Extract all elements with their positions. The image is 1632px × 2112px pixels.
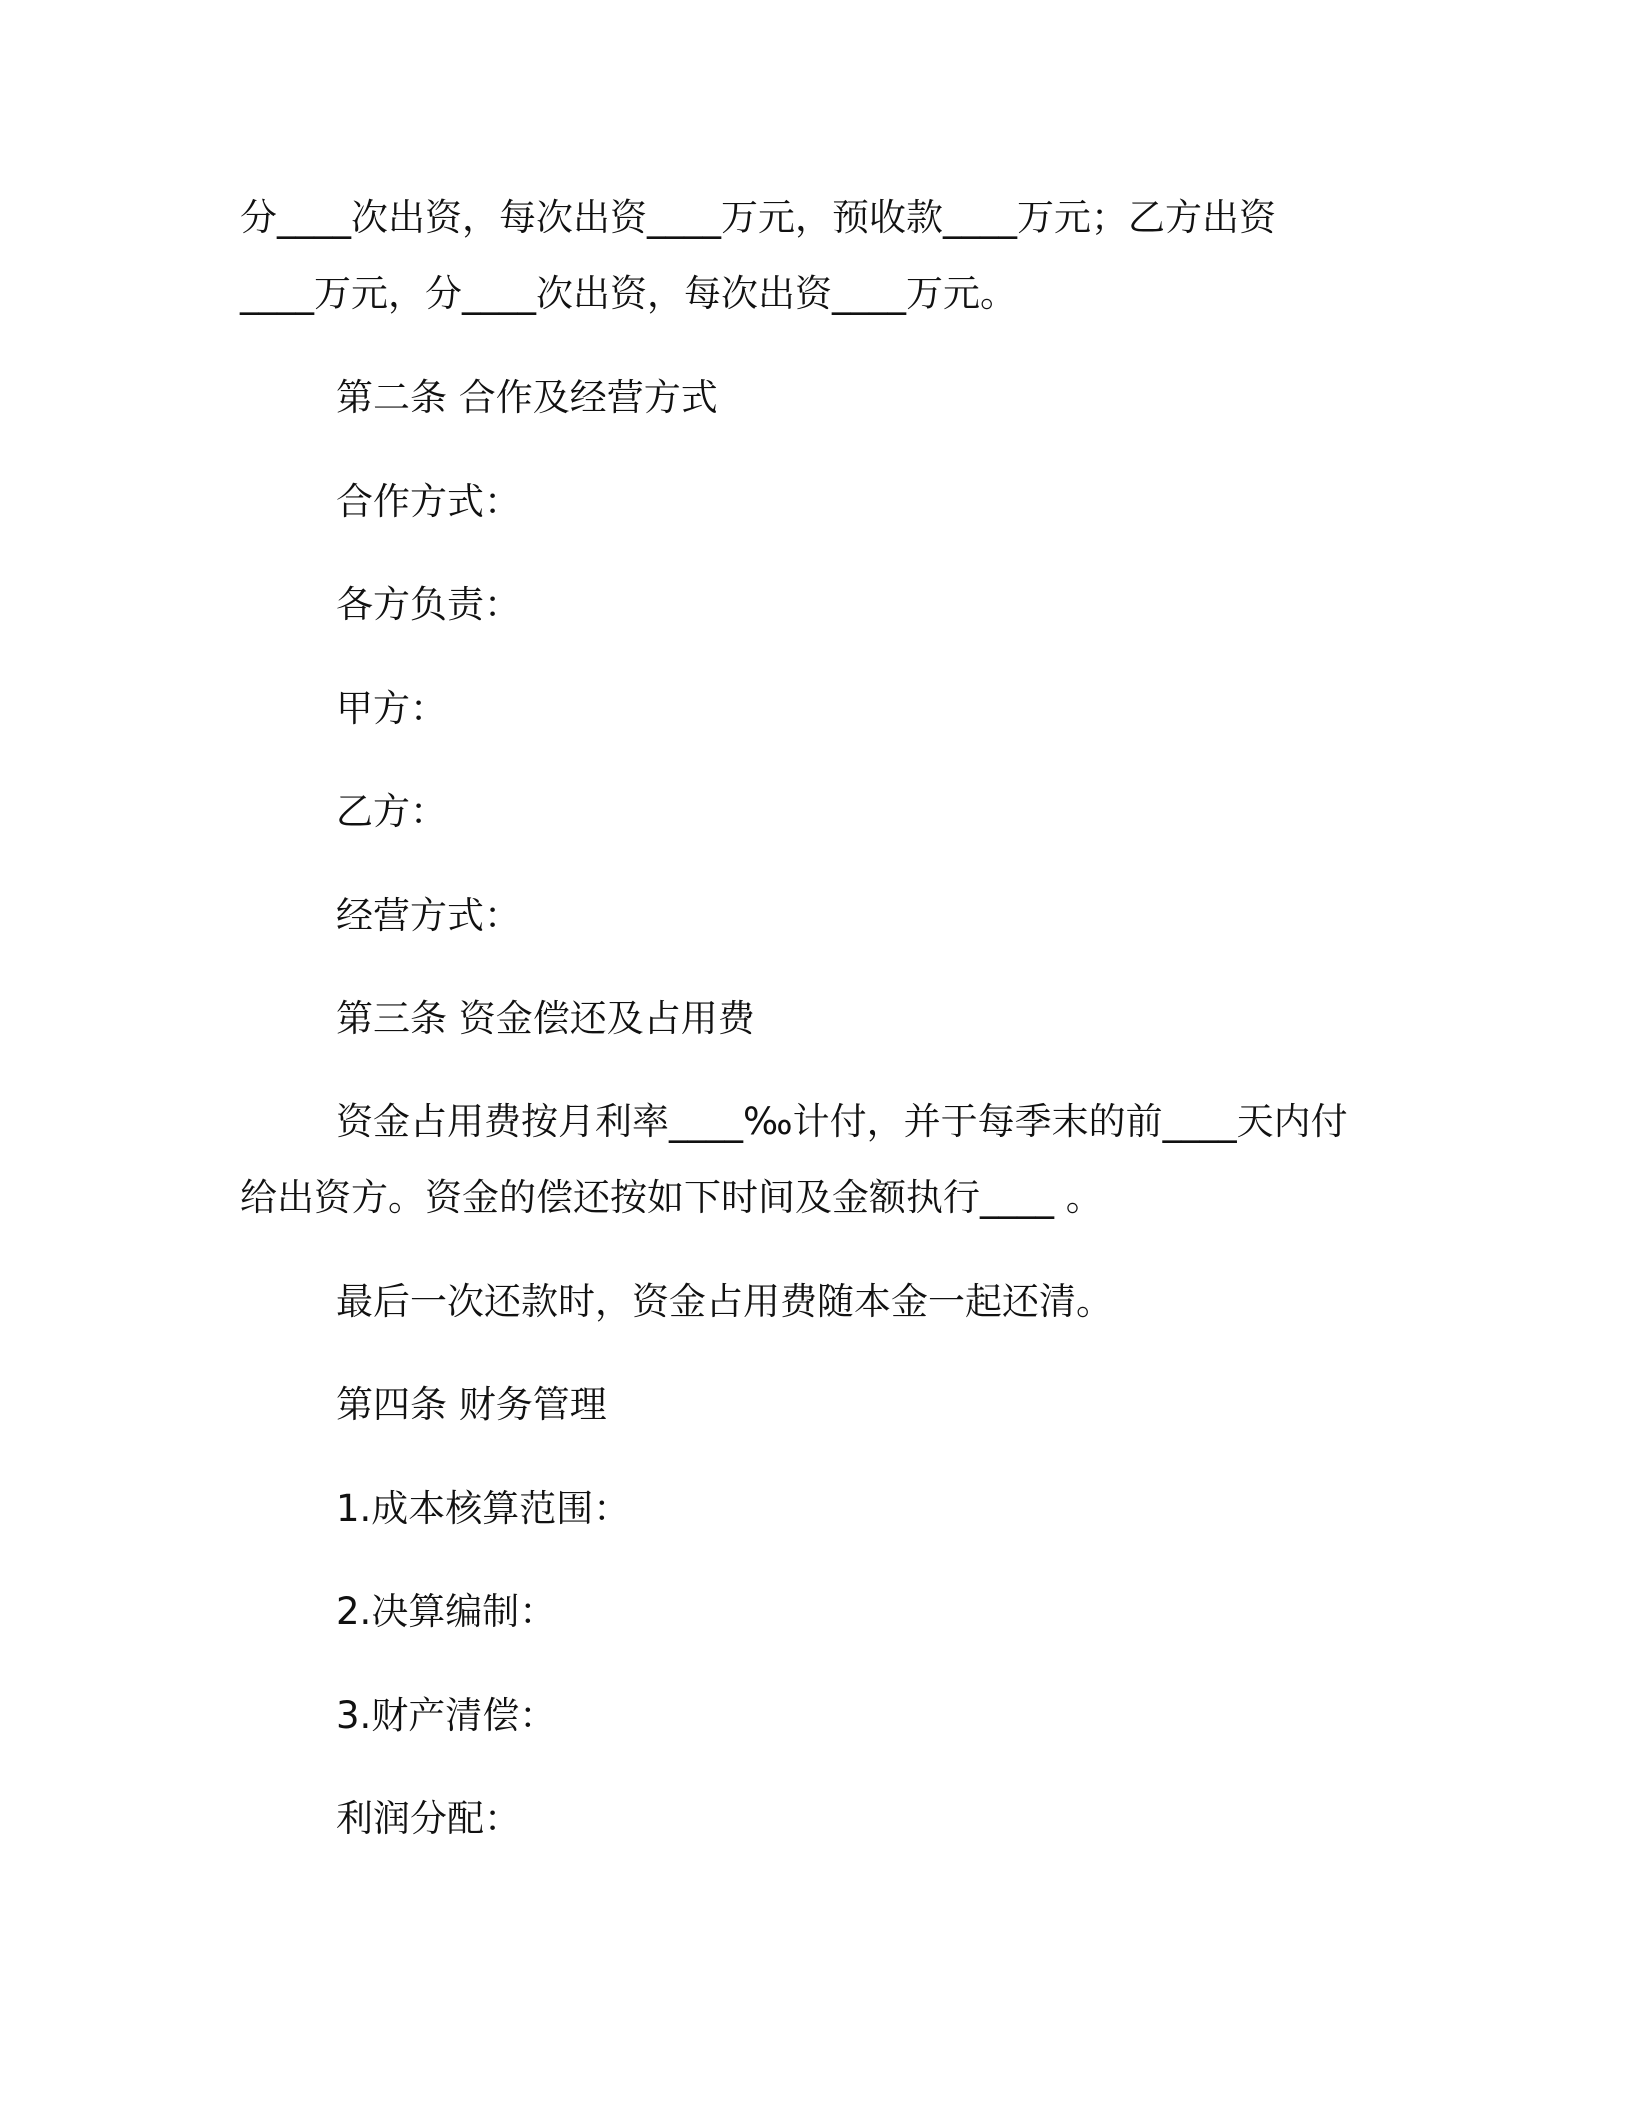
label-cooperation-method: 合作方式：: [336, 480, 521, 523]
item-final-accounts: 2.决算编制：: [336, 1590, 557, 1633]
paragraph-contribution-line-2: ____万元，分____次出资，每次出资____万元。: [240, 272, 1017, 315]
label-party-b: 乙方：: [336, 790, 447, 833]
label-operation-method: 经营方式：: [336, 894, 521, 937]
heading-article-4: 第四条 财务管理: [336, 1383, 607, 1426]
paragraph-contribution-line-1: 分____次出资，每次出资____万元，预收款____万元；乙方出资: [240, 196, 1276, 239]
paragraph-fee-line-2: 给出资方。资金的偿还按如下时间及金额执行____ 。: [240, 1176, 1103, 1219]
paragraph-fee-line-1: 资金占用费按月利率____‰计付，并于每季末的前____天内付: [336, 1100, 1348, 1143]
label-responsibilities: 各方负责：: [336, 583, 521, 626]
item-cost-accounting: 1.成本核算范围：: [336, 1487, 631, 1530]
heading-article-2: 第二条 合作及经营方式: [336, 376, 718, 419]
item-property-settlement: 3.财产清偿：: [336, 1694, 557, 1737]
label-profit-distribution: 利润分配：: [336, 1797, 521, 1840]
heading-article-3: 第三条 资金偿还及占用费: [336, 997, 755, 1040]
label-party-a: 甲方：: [336, 687, 447, 730]
paragraph-final-repayment: 最后一次还款时，资金占用费随本金一起还清。: [336, 1280, 1113, 1323]
